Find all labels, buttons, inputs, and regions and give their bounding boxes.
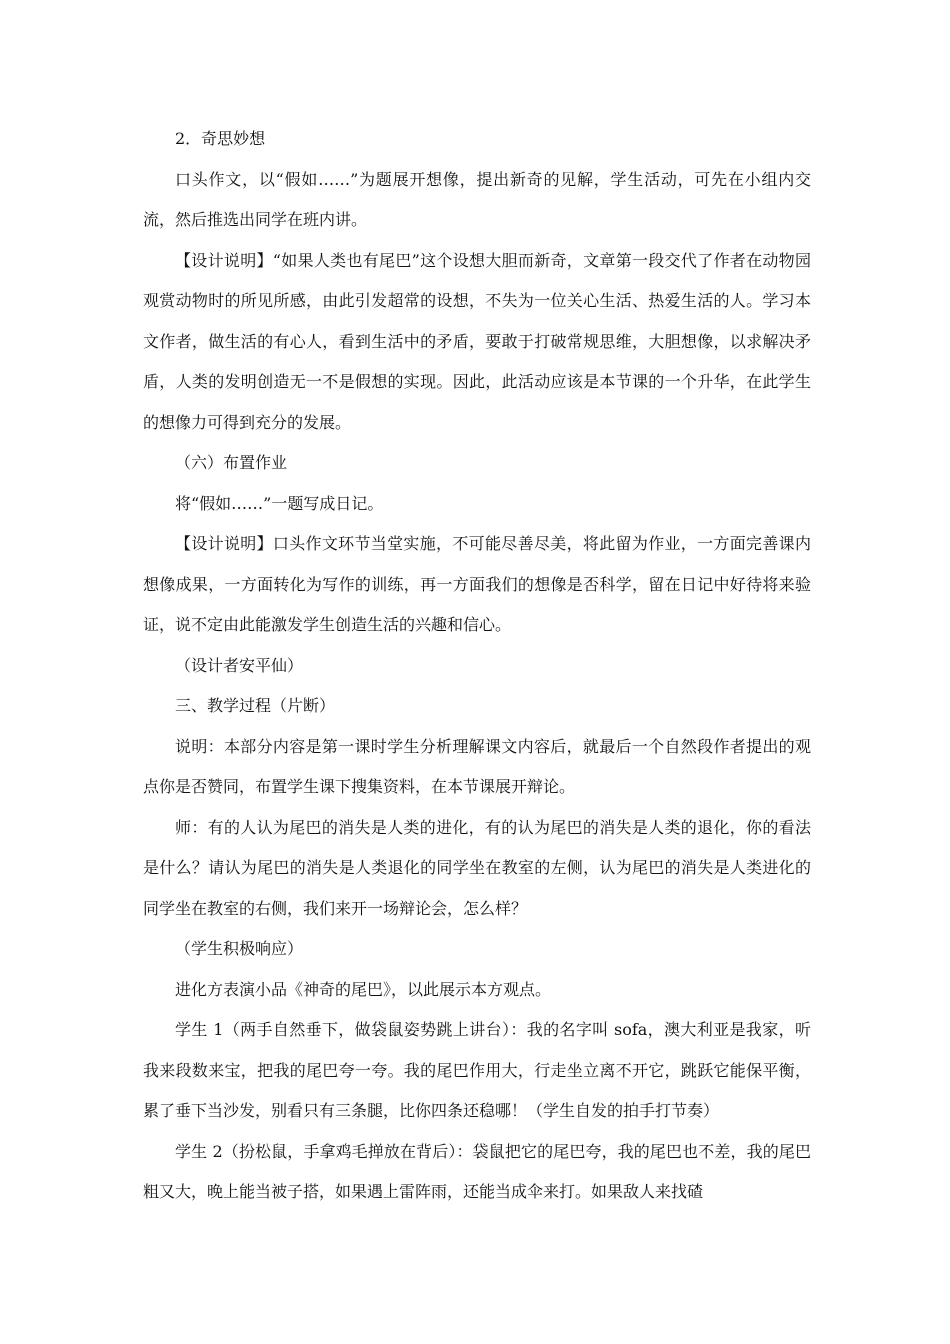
paragraph-teacher: 师：有的人认为尾巴的消失是人类的进化，有的认为尾巴的消失是人类的退化，你的看法是什么？请认为尾巴的消失是人类退化的同学坐在教室的左侧，认为尾巴的消失是人类进化的同学坐在教室的右侧，我们来开一场辩论会，怎么样？ xyxy=(143,817,811,918)
paragraph-sketch: 进化方表演小品《神奇的尾巴》，以此展示本方观点。 xyxy=(175,979,552,999)
section-heading-homework: （六）布置作业 xyxy=(175,453,288,472)
paragraph-explanation: 说明：本部分内容是第一课时学生分析理解课文内容后，就最后一个自然段作者提出的观点你是否赞同，布置学生课下搜集资料，在本节课展开辩论。 xyxy=(143,736,811,796)
paragraph-student-1: 学生 1（两手自然垂下，做袋鼠姿势跳上讲台）：我的名字叫 sofa，澳大利亚是我家，听我来段数来宝，把我的尾巴夸一夸。我的尾巴作用大，行走坐立离不开它，跳跃它能保平衡，累了垂下当沙发，别看只有三条腿，比你四条还稳哪！（学生自发的拍手打节奏） xyxy=(143,1020,811,1120)
section-heading-qisi-miaoxiang: 2．奇思妙想 xyxy=(175,129,266,148)
section-heading-teaching-process: 三、教学过程（片断） xyxy=(175,696,336,715)
paragraph-designer: （设计者安平仙） xyxy=(175,655,304,675)
paragraph-design-note-2: 【设计说明】口头作文环节当堂实施，不可能尽善尽美，将此留为作业，一方面完善课内想像成果，一方面转化为写作的训练，再一方面我们的想像是否科学，留在日记中好待将来验证，说不定由此能激发学生创造生活的兴趣和信心。 xyxy=(143,534,811,634)
paragraph-students-respond: （学生积极响应） xyxy=(175,939,304,958)
document-body xyxy=(143,119,811,1213)
paragraph-homework: 将“假如……”一题写成日记。 xyxy=(175,493,384,513)
paragraph-student-2: 学生 2（扮松鼠，手拿鸡毛掸放在背后）：袋鼠把它的尾巴夸，我的尾巴也不差，我的尾巴粗又大，晚上能当被子搭，如果遇上雷阵雨，还能当成伞来打。如果敌人来找碴 xyxy=(143,1141,811,1201)
paragraph-oral-composition: 口头作文，以“假如……”为题展开想像，提出新奇的见解，学生活动，可先在小组内交流，然后推选出同学在班内讲。 xyxy=(143,169,811,229)
paragraph-design-note-1: 【设计说明】“如果人类也有尾巴”这个设想大胆而新奇，文章第一段交代了作者在动物园观赏动物时的所见所感，由此引发超常的设想，不失为一位关心生活、热爱生活的人。学习本文作者，做生活的有心人，看到生活中的矛盾，要敢于打破常规思维，大胆想像，以求解决矛盾，人类的发明创造无一不是假想的实现。因此，此活动应该是本节课的一个升华，在此学生的想像力可得到充分的发展。 xyxy=(143,250,811,432)
